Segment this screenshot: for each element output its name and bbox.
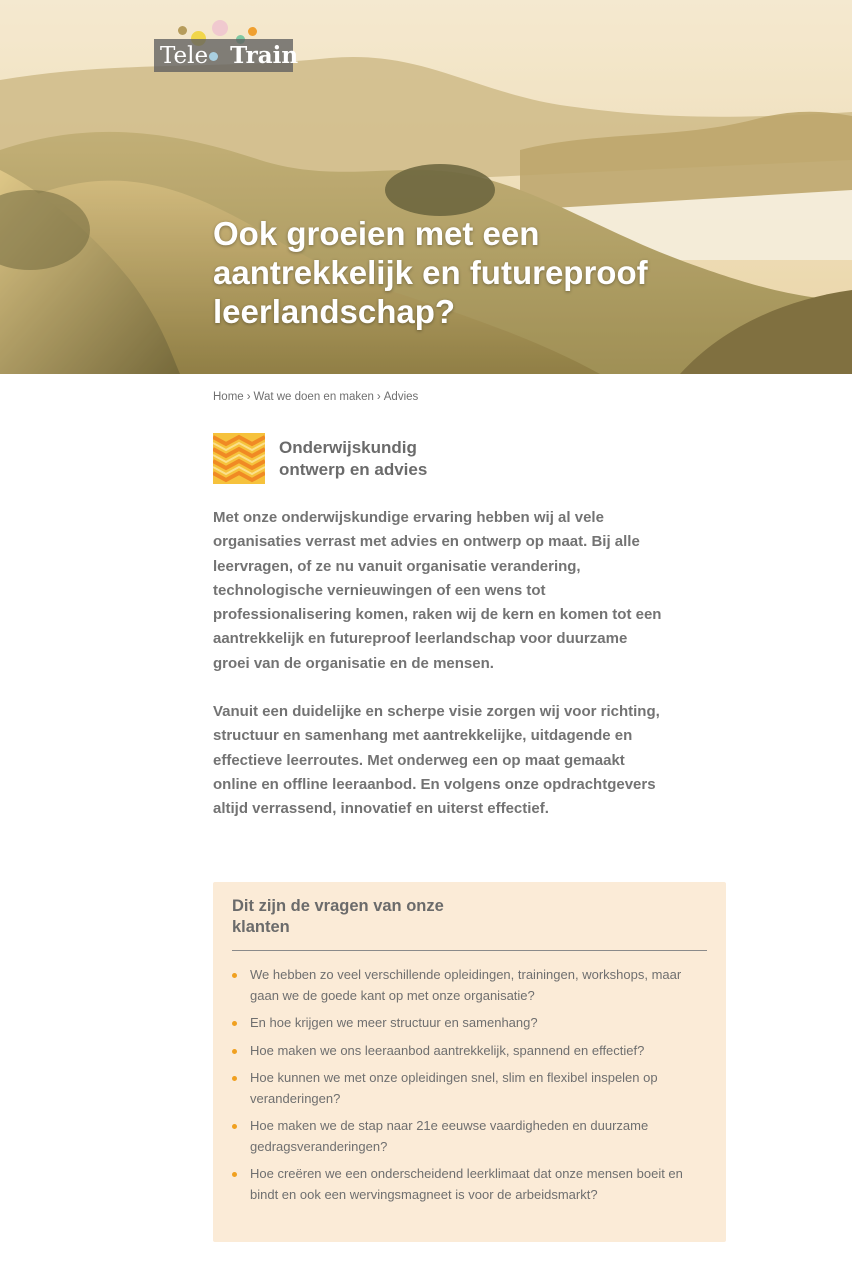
- intro-paragraph-2: Vanuit een duidelijke en scherpe visie zorgen wij voor richting, structuur en samenhang met aantrekkelijke, uitdagende en effectieve leerroutes. Met onderweg een op maat gemaakt online en offline leeraanbod. En volgens onze opdrachtgevers altijd verrassend, innovatief en uiterst effectief.: [213, 703, 660, 818]
- question-text: We hebben zo veel verschillende opleidingen, trainingen, workshops, maar gaan we de goede kant op met onze organisatie?: [250, 967, 682, 1003]
- breadcrumb-home[interactable]: Home: [213, 391, 244, 403]
- intro-paragraph-1: Met onze onderwijskundige ervaring hebben wij al vele organisaties verrast met advies en ontwerp op maat. Bij alle leervragen, of ze nu vanuit organisatie verandering, technologische vernieuwingen of een wens tot professionalisering komen, raken wij de kern en komen tot een aantrekkelijk en futureproof leerlandschap voor duurzame groei van de organisatie en de mensen.: [213, 509, 662, 672]
- logo-text-train: Train: [230, 42, 299, 69]
- divider: [232, 950, 707, 951]
- logo-text-tele: Tele: [160, 43, 209, 69]
- bullet-icon: [232, 973, 237, 978]
- hero-title: Ook groeien met een aantrekkelijk en futureproof leerlandschap?: [213, 215, 648, 330]
- breadcrumb-advies[interactable]: Advies: [383, 391, 419, 403]
- question-text: Hoe creëren we een onderscheidend leerklimaat dat onze mensen boeit en bindt en ook een wervingsmagneet is voor de arbeidsmarkt?: [250, 1166, 683, 1202]
- question-text: Hoe kunnen we met onze opleidingen snel, slim en flexibel inspelen op veranderingen?: [250, 1070, 658, 1106]
- bullet-icon: [232, 1172, 237, 1177]
- client-questions-box: [213, 882, 726, 1242]
- logo-mid-dot: [209, 52, 218, 61]
- breadcrumb-separator: ›: [246, 391, 251, 403]
- list-item: [232, 1068, 707, 1109]
- breadcrumb-wat-we-doen[interactable]: Wat we doen en maken: [253, 391, 374, 403]
- list-item: [232, 1116, 707, 1157]
- list-item: [232, 965, 707, 1006]
- bullet-icon: [232, 1076, 237, 1081]
- chevron-pattern-icon: [213, 433, 265, 484]
- hero-banner: [0, 0, 852, 374]
- list-item: [232, 1013, 707, 1034]
- questions-title: Dit zijn de vragen van onze klanten: [232, 897, 444, 936]
- logo-dot-3: [212, 20, 228, 36]
- question-text: En hoe krijgen we meer structuur en samenhang?: [250, 1015, 538, 1030]
- breadcrumb-separator: ›: [376, 391, 381, 403]
- questions-list: [232, 965, 707, 1205]
- bullet-icon: [232, 1021, 237, 1026]
- bullet-icon: [232, 1049, 237, 1054]
- breadcrumb: [213, 391, 418, 403]
- list-item: [232, 1041, 707, 1062]
- logo-dot-1: [178, 26, 187, 35]
- teletrain-logo[interactable]: [154, 39, 299, 72]
- section-title: Onderwijskundig ontwerp en advies: [279, 438, 428, 479]
- list-item: [232, 1164, 707, 1205]
- logo-dot-5: [248, 27, 257, 36]
- bullet-icon: [232, 1124, 237, 1129]
- question-text: Hoe maken we de stap naar 21e eeuwse vaardigheden en duurzame gedragsveranderingen?: [250, 1118, 649, 1154]
- question-text: Hoe maken we ons leeraanbod aantrekkelijk, spannend en effectief?: [250, 1042, 645, 1058]
